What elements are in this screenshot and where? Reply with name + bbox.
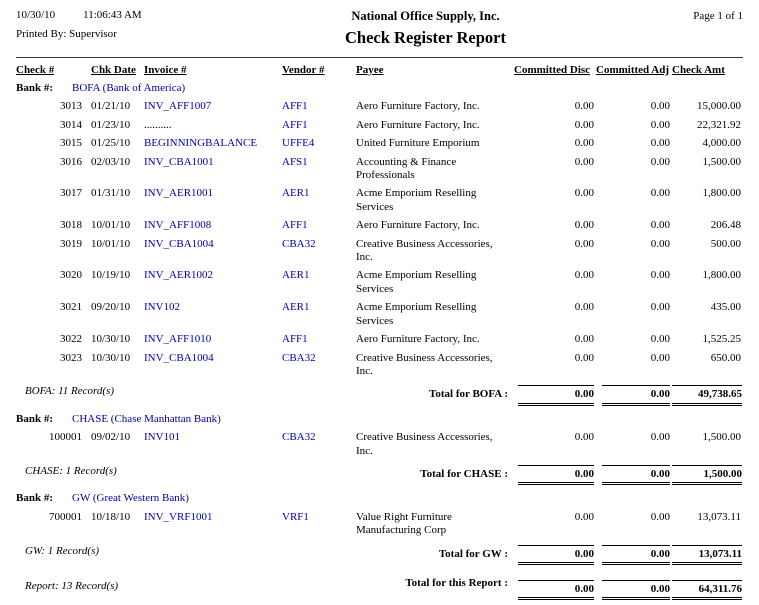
col-header-check-amt: Check Amt — [672, 64, 725, 76]
check-number-cell: 3013 — [60, 100, 82, 113]
vendor-link[interactable]: CBA32 — [282, 351, 316, 364]
invoice-link[interactable]: INV_CBA1004 — [144, 351, 214, 364]
vendor-link[interactable]: UFFE4 — [282, 137, 315, 150]
committed-adj-cell: 0.00 — [650, 237, 670, 250]
bank-subtotal-disc-value: 0.00 — [518, 465, 594, 485]
check-amt-cell: 22,321.92 — [697, 118, 741, 131]
payee-cell: Aero Furniture Factory, Inc. — [356, 100, 480, 113]
vendor-link[interactable]: AFF1 — [282, 118, 308, 131]
committed-disc-cell: 0.00 — [574, 219, 594, 232]
check-number-cell: 3016 — [60, 155, 82, 168]
committed-adj-cell: 0.00 — [650, 333, 670, 346]
check-date-cell: 01/25/10 — [91, 137, 131, 150]
invoice-link[interactable]: INV_AFF1008 — [144, 219, 212, 232]
check-amt-cell: 1,800.00 — [702, 187, 741, 200]
col-header-vendor: Vendor # — [282, 64, 325, 76]
committed-adj-cell: 0.00 — [650, 431, 670, 444]
bank-cell — [16, 490, 743, 508]
check-number-cell: 3020 — [60, 269, 82, 282]
bank-number-label: Bank #: — [16, 412, 53, 425]
committed-adj-cell: 0.00 — [650, 219, 670, 232]
bank-number-label: Bank #: — [16, 492, 53, 505]
check-row — [16, 117, 743, 135]
check-number-cell: 3017 — [60, 187, 82, 200]
report-total-disc-value: 0.00 — [518, 580, 594, 600]
vendor-link[interactable]: CBA32 — [282, 431, 316, 444]
report-header — [16, 9, 743, 48]
check-number-cell: 3021 — [60, 301, 82, 314]
bank-subtotal-adj-value: 0.00 — [602, 545, 670, 565]
vendor-link[interactable]: CBA32 — [282, 237, 316, 250]
col-header-invoice: Invoice # — [144, 64, 187, 76]
check-date-cell: 10/01/10 — [91, 237, 131, 250]
committed-disc-cell: 0.00 — [574, 100, 594, 113]
payee-cell: Acme Emporium Reselling Services — [356, 187, 477, 213]
invoice-link[interactable]: INV_CBA1001 — [144, 155, 214, 168]
bank-total-label: Total for CHASE : — [420, 467, 508, 480]
check-amt-cell: 1,500.00 — [702, 431, 741, 444]
bank-subtotal-row — [16, 461, 743, 490]
vendor-link[interactable]: AFF1 — [282, 333, 308, 346]
payee-cell: Value Right Furniture Manufacturing Corp — [356, 510, 452, 537]
check-register-table — [16, 58, 743, 605]
check-row — [16, 236, 743, 268]
bank-subtotal-adj-cell — [596, 381, 672, 410]
header-left — [16, 9, 228, 40]
committed-adj-cell: 0.00 — [650, 510, 670, 523]
invoice-link[interactable]: INV_AER1001 — [144, 187, 214, 200]
committed-disc-cell: 0.00 — [574, 333, 594, 346]
check-date-cell: 10/01/10 — [91, 219, 131, 232]
check-row — [16, 509, 743, 541]
check-row — [16, 135, 743, 153]
committed-disc-cell: 0.00 — [574, 237, 594, 250]
bank-subtotal-adj-value: 0.00 — [602, 385, 670, 405]
check-number-cell: 700001 — [49, 510, 82, 523]
check-number-cell: 3015 — [60, 137, 82, 150]
col-header-check-number: Check # — [16, 64, 55, 76]
check-amt-cell: 650.00 — [710, 351, 741, 364]
check-row — [16, 429, 743, 461]
col-header-committed-adj: Committed Adj — [596, 64, 670, 76]
col-header-payee: Payee — [356, 64, 384, 76]
check-date-cell: 09/20/10 — [91, 301, 131, 314]
report-title: Check Register Report — [345, 28, 506, 47]
report-total-disc-cell — [514, 570, 596, 605]
check-row — [16, 154, 743, 186]
print-date: 10/30/10 — [16, 9, 56, 21]
check-date-cell: 10/19/10 — [91, 269, 131, 282]
bank-subtotal-disc-cell — [514, 541, 596, 570]
page-number: Page 1 of 1 — [693, 10, 743, 22]
bank-subtotal-amt-value: 13,073.11 — [672, 545, 742, 565]
bank-name-link[interactable]: GW (Great Western Bank) — [72, 492, 189, 505]
col-header-check-date: Chk Date — [91, 64, 136, 76]
payee-cell: Acme Emporium Reselling Services — [356, 269, 477, 295]
check-row — [16, 185, 743, 217]
check-amt-cell: 1,500.00 — [702, 155, 741, 168]
bank-group-row — [16, 80, 743, 98]
col-header-committed-disc: Committed Disc — [514, 64, 591, 76]
check-amt-cell: 4,000.00 — [702, 137, 741, 150]
vendor-link[interactable]: AER1 — [282, 269, 310, 282]
check-date-cell: 10/30/10 — [91, 351, 131, 364]
invoice-link[interactable]: INV_VRF1001 — [144, 510, 213, 523]
check-amt-cell: 206.48 — [710, 219, 741, 232]
vendor-link[interactable]: AER1 — [282, 301, 310, 314]
report-total-amt-value: 64,311.76 — [672, 580, 742, 600]
committed-disc-cell: 0.00 — [574, 351, 594, 364]
vendor-link[interactable]: AFF1 — [282, 219, 308, 232]
bank-cell — [16, 411, 743, 429]
check-number-cell: 3014 — [60, 118, 82, 131]
check-number-cell: 3019 — [60, 237, 82, 250]
bank-cell — [16, 80, 743, 98]
bank-name-link[interactable]: CHASE (Chase Manhattan Bank) — [72, 412, 221, 425]
bank-total-label: Total for GW : — [438, 547, 508, 560]
bank-subtotal-disc-value: 0.00 — [518, 385, 594, 405]
committed-adj-cell: 0.00 — [650, 137, 670, 150]
committed-disc-cell: 0.00 — [574, 431, 594, 444]
committed-adj-cell: 0.00 — [650, 351, 670, 364]
check-date-cell: 10/30/10 — [91, 333, 131, 346]
check-amt-cell: 15,000.00 — [697, 100, 741, 113]
bank-total-label: Total for BOFA : — [429, 388, 508, 401]
invoice-link: .......... — [144, 118, 172, 131]
check-row — [16, 299, 743, 331]
print-datetime — [16, 9, 228, 21]
committed-disc-cell: 0.00 — [574, 137, 594, 150]
check-amt-cell: 435.00 — [710, 301, 741, 314]
report-total-row — [16, 570, 743, 605]
bank-record-count: BOFA: 11 Record(s) — [25, 385, 114, 398]
payee-cell: Creative Business Accessories, Inc. — [356, 431, 493, 457]
bank-subtotal-adj-value: 0.00 — [602, 465, 670, 485]
vendor-link[interactable]: AER1 — [282, 187, 310, 200]
payee-cell: Creative Business Accessories, Inc. — [356, 237, 493, 264]
invoice-link[interactable]: BEGINNINGBALANCE — [144, 137, 258, 150]
invoice-link[interactable]: INV_CBA1004 — [144, 237, 214, 250]
bank-subtotal-disc-cell — [514, 381, 596, 410]
committed-adj-cell: 0.00 — [650, 269, 670, 282]
bank-subtotal-disc-cell — [514, 461, 596, 490]
check-date-cell: 10/18/10 — [91, 510, 131, 523]
print-time: 11:06:43 AM — [83, 9, 142, 21]
report-total-amt-cell — [672, 570, 743, 605]
report-total-label: Total for this Report : — [405, 576, 508, 589]
payee-cell: Acme Emporium Reselling Services — [356, 301, 477, 327]
payee-cell: Aero Furniture Factory, Inc. — [356, 333, 480, 346]
check-amt-cell: 1,800.00 — [702, 269, 741, 282]
bank-name-link[interactable]: BOFA (Bank of America) — [72, 82, 186, 94]
committed-adj-cell: 0.00 — [650, 100, 670, 113]
bank-subtotal-amt-cell — [672, 541, 743, 570]
report-record-count: Report: 13 Record(s) — [25, 579, 119, 592]
column-header-row — [16, 58, 743, 80]
check-date-cell: 01/21/10 — [91, 100, 131, 113]
payee-cell: Creative Business Accessories, Inc. — [356, 351, 493, 377]
bank-group-row — [16, 490, 743, 508]
check-row — [16, 267, 743, 299]
bank-subtotal-adj-cell — [596, 541, 672, 570]
check-row — [16, 98, 743, 116]
check-number-cell: 3023 — [60, 351, 82, 364]
payee-cell: Aero Furniture Factory, Inc. — [356, 118, 480, 131]
invoice-link[interactable]: INV101 — [144, 431, 181, 444]
invoice-link[interactable]: INV_AFF1007 — [144, 100, 212, 113]
header-center — [228, 9, 623, 48]
report-total-adj-value: 0.00 — [602, 580, 670, 600]
bank-subtotal-adj-cell — [596, 461, 672, 490]
check-date-cell: 01/31/10 — [91, 187, 131, 200]
bank-group-row — [16, 411, 743, 429]
bank-record-count: GW: 1 Record(s) — [25, 544, 100, 557]
bank-subtotal-amt-value: 49,738.65 — [672, 385, 742, 405]
committed-disc-cell: 0.00 — [574, 510, 594, 523]
committed-disc-cell: 0.00 — [574, 155, 594, 168]
committed-adj-cell: 0.00 — [650, 118, 670, 131]
vendor-link[interactable]: AFS1 — [282, 155, 308, 168]
vendor-link[interactable]: VRF1 — [282, 510, 309, 523]
check-row — [16, 331, 743, 349]
committed-disc-cell: 0.00 — [574, 187, 594, 200]
payee-cell: Accounting & Finance Professionals — [356, 155, 457, 182]
vendor-link[interactable]: AFF1 — [282, 100, 308, 113]
bank-subtotal-amt-value: 1,500.00 — [672, 465, 742, 485]
committed-disc-cell: 0.00 — [574, 269, 594, 282]
bank-subtotal-row — [16, 541, 743, 570]
check-date-cell: 01/23/10 — [91, 118, 131, 131]
committed-adj-cell: 0.00 — [650, 155, 670, 168]
committed-adj-cell: 0.00 — [650, 301, 670, 314]
printed-by: Printed By: Supervisor — [16, 28, 117, 40]
check-amt-cell: 500.00 — [710, 237, 741, 250]
company-name: National Office Supply, Inc. — [351, 9, 500, 23]
check-number-cell: 3022 — [60, 333, 82, 346]
check-amt-cell: 13,073.11 — [697, 510, 741, 523]
check-number-cell: 3018 — [60, 219, 82, 232]
bank-subtotal-row — [16, 381, 743, 410]
bank-subtotal-disc-value: 0.00 — [518, 545, 594, 565]
check-row — [16, 350, 743, 382]
report-total-adj-cell — [596, 570, 672, 605]
bank-subtotal-amt-cell — [672, 461, 743, 490]
check-date-cell: 09/02/10 — [91, 431, 131, 444]
bank-number-label: Bank #: — [16, 82, 53, 94]
committed-disc-cell: 0.00 — [574, 118, 594, 131]
invoice-link[interactable]: INV_AFF1010 — [144, 333, 212, 346]
check-row — [16, 217, 743, 235]
invoice-link[interactable]: INV_AER1002 — [144, 269, 214, 282]
committed-adj-cell: 0.00 — [650, 187, 670, 200]
payee-cell: United Furniture Emporium — [356, 137, 480, 150]
invoice-link[interactable]: INV102 — [144, 301, 181, 314]
committed-disc-cell: 0.00 — [574, 301, 594, 314]
bank-record-count: CHASE: 1 Record(s) — [25, 464, 117, 477]
check-number-cell: 100001 — [49, 431, 82, 444]
bank-subtotal-amt-cell — [672, 381, 743, 410]
check-date-cell: 02/03/10 — [91, 155, 131, 168]
check-amt-cell: 1,525.25 — [702, 333, 741, 346]
payee-cell: Aero Furniture Factory, Inc. — [356, 219, 480, 232]
